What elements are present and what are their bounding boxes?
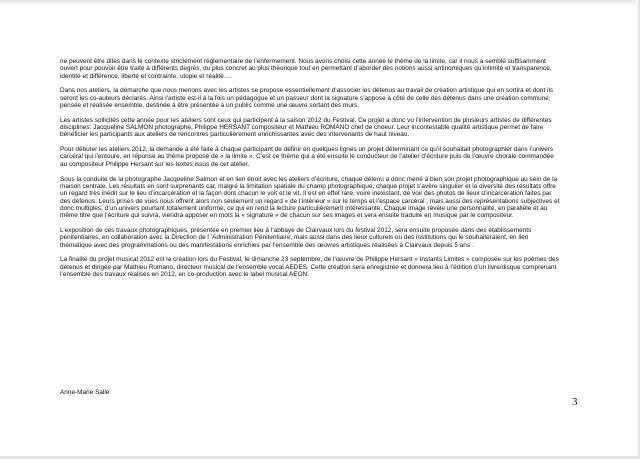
paragraph-6: L’exposition de ces travaux photographiques, présentée en premier lieu à l’abbaye de Clairvaux lors du festival 2012, sera ensuite proposée dans des établissements pénitentiaires, en collaboration avec la Direction de l ’Administration Pénitentiaire, mais aussi dans des lieux culturels ou des institutions qui le souhaiteraient, en lien thématique avec des programmations ou des manifestations enrichies par l’ensemble des œuvres artistiques réalisées à Clairvaux depuis 5 ans . (60, 226, 532, 249)
paragraph-1: ne peuvent être dites dans le contexte strictement réglementaire de l’enfermement. Nous avons choisi cette année le thème de la limite, car il nous a semblé suffisamment ouvert pour pouvoir être traité à différents degrés, du plus concret au plus théorique tout en permettant d’aborder des notions aussi antinomiques qu’intimité et transparence, identité et différence, liberté et contrainte, utopie et réalité…. (60, 58, 552, 80)
paragraph-5: Sous la conduite de la photographe Jacqueline Salmon et en lien étroit avec les ateliers d’écriture, chaque détenu a donc mené à bien son projet photographique au sein de la maison centrale. Les résultats en sont surprenants car, malgré la limitation spatiale du champ photographique, chaque projet s’avère singulier et la diversité des résultats offre un regard très inédit sur le lieu d’incarcération et la façon dont chacun le voit et le vit. Il est en effet rare, voire inexistant, de voir des photos de lieux d’incarcération faites par des détenus. Leurs prises de vues nous offrent alors non seulement un regard « de l’intérieur » sur le temps et l’espace carcéral , mais aussi des représentations subjectives et donc multiples, d’un univers pourtant totalement uniforme, ce qui en rend la lecture particulièrement intéressante. Chaque image révèle une personnalité, en parallèle et au même titre que l’écriture qui suivra, viendra apposer en mots la « signature » de chacun sur ses images et sera ensuite traduite en musique par le compositeur. (60, 175, 560, 220)
paragraph-2: Dans nos ateliers, la démarche que nous menons avec les artistes se propose essentiellement d’associer les détenus au travail de création artistique qui en sortira et dont ils seront les co-auteurs déclarés. Ainsi l’artiste est-il à la fois un pédagogue et un passeur dont la signature s’appose à côté de celle des détenus dans une création commune, pensée et réalisée ensemble, destinée à être présentée à un public comme une œuvre sortant des murs. (60, 87, 554, 110)
paragraph-3: Les artistes sollicités cette année pour les ateliers sont ceux qui participent à la saison 2012 du Festival. Ce projet a donc vu l’intervention de plusieurs artistes de différentes disciplines: Jacqueline SALMON photographe, Philippe HERSANT compositeur et Mathieu ROMANO chef de choeur. Leur incontestable qualité artistique permet de faire bénéficier les participants aux ateliers de rencontres particulièrement enrichissantes avec des intervenants de haut niveau. (60, 116, 552, 139)
page-right-edge (636, 0, 640, 459)
paragraph-4: Pour débuter les ateliers 2012, la demande a été faite à chaque participant de définir en quelques lignes un projet déterminant ce qu’il souhaitait photographier dans l’univers carcéral qui l’entoure, en réponse au thème proposé de « la limite ». C’est ce thème qui a été ensuite le conducteur de l’atelier d’écriture puis de l’œuvre chorale commandée au compositeur Philippe Hersant sur les textes issus de cet atelier. (60, 146, 554, 168)
paragraph-7: La finalité du projet musical 2012 est la création lors du Festival, le dimanche 23 septembre, de l’œuvre de Philippe Hersant « Instants Limites » composée sur les poèmes des détenus et dirigée par Mathieu Romano, directeur musical de l’ensemble vocal AEDES. Cette création sera enregistrée et donnera lieu à l’édition d’un livre/disque comprenant l’ensemble des travaux réalisés en 2012, en co-production avec le label musical AEON. (60, 256, 559, 278)
body-text (60, 58, 560, 286)
author-signature: Anne-Marie Sallé (60, 389, 110, 396)
page-number: 3 (572, 396, 578, 408)
page-top-edge (0, 0, 640, 6)
